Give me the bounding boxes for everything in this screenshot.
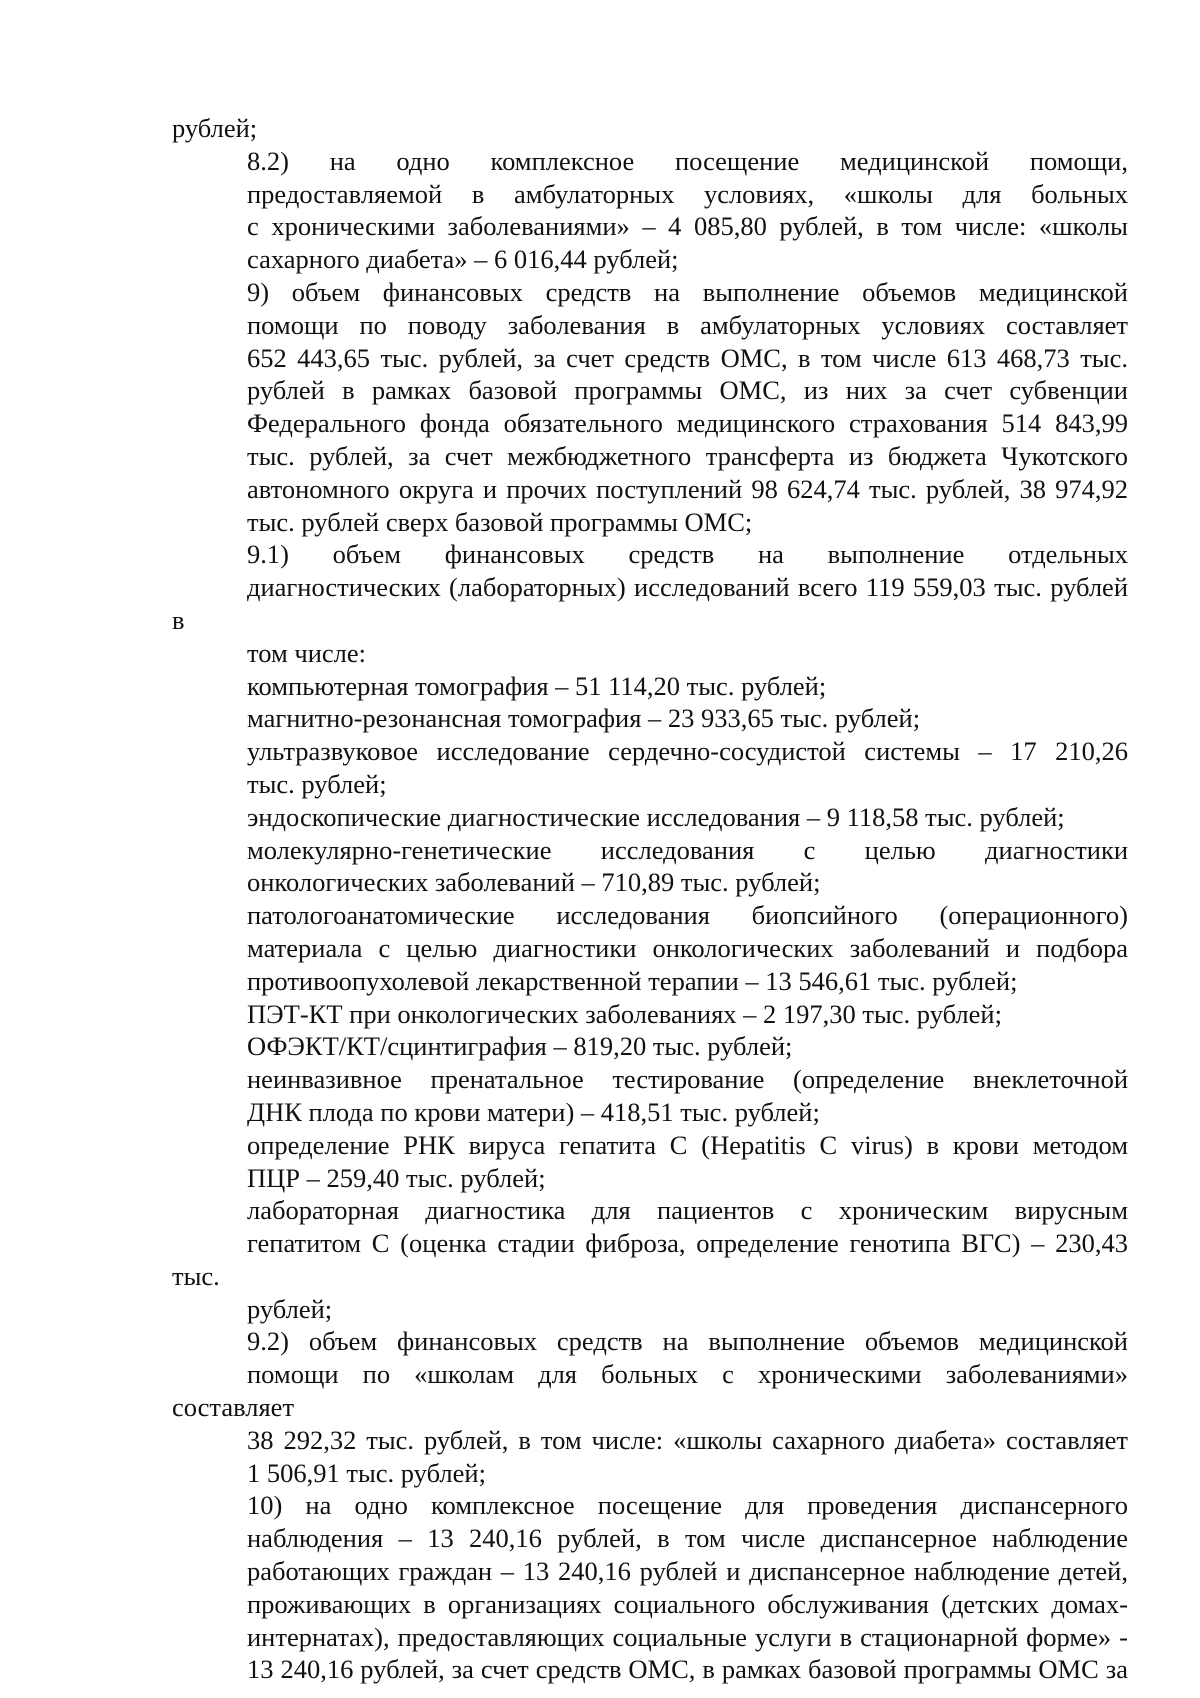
text-line: 8.2) на одно комплексное посещение медицинской помощи, bbox=[247, 145, 1128, 176]
text-line: рублей в рамках базовой программы ОМС, из них за счет субвенции bbox=[247, 375, 1128, 406]
text-line: рублей; bbox=[247, 1293, 333, 1324]
text-line: магнитно-резонансная томография – 23 933,65 тыс. рублей; bbox=[247, 703, 921, 734]
text-line: эндоскопические диагностические исследования – 9 118,58 тыс. рублей; bbox=[247, 801, 1065, 832]
text-line: наблюдения – 13 240,16 рублей, в том числе диспансерное наблюдение bbox=[247, 1523, 1128, 1554]
text-line: ультразвуковое исследование сердечно-сосудистой системы – 17 210,26 bbox=[247, 736, 1128, 767]
text-line: 13 240,16 рублей, за счет средств ОМС, в рамках базовой программы ОМС за bbox=[247, 1654, 1128, 1685]
text-line: лабораторная диагностика для пациентов с хроническим вирусным bbox=[247, 1195, 1128, 1226]
list-item-molecular-genetic bbox=[172, 834, 1128, 900]
list-item-hcv-rna bbox=[172, 1129, 1128, 1195]
text-line: помощи по «школам для больных с хроническими заболеваниями» составляет bbox=[172, 1359, 1128, 1423]
text-line: молекулярно-генетические исследования с целью диагностики bbox=[247, 834, 1128, 865]
paragraph-9 bbox=[172, 276, 1128, 538]
text-line: ПЭТ-КТ при онкологических заболеваниях – 2 197,30 тыс. рублей; bbox=[247, 998, 1002, 1029]
text-line: компьютерная томография – 51 114,20 тыс. рублей; bbox=[247, 670, 827, 701]
text-line: сахарного диабета» – 6 016,44 рублей; bbox=[247, 244, 679, 275]
list-item-ultrasound bbox=[172, 735, 1128, 801]
text-line: материала с целью диагностики онкологических заболеваний и подбора bbox=[247, 932, 1128, 963]
text-line: противоопухолевой лекарственной терапии – 13 546,61 тыс. рублей; bbox=[247, 965, 1018, 996]
list-item-ct bbox=[172, 670, 1128, 703]
text-line: 10) на одно комплексное посещение для проведения диспансерного bbox=[247, 1490, 1128, 1521]
text-line: работающих граждан – 13 240,16 рублей и диспансерное наблюдение детей, bbox=[247, 1556, 1128, 1587]
list-item-mri bbox=[172, 702, 1128, 735]
text-line: автономного округа и прочих поступлений 98 624,74 тыс. рублей, 38 974,92 bbox=[247, 473, 1128, 504]
text-line: тыс. рублей; bbox=[247, 768, 387, 799]
text-line: с хроническими заболеваниями» – 4 085,80 рублей, в том числе: «школы bbox=[247, 211, 1128, 242]
paragraph-8-2 bbox=[172, 145, 1128, 276]
text-line: гепатитом С (оценка стадии фиброза, определение генотипа ВГС) – 230,43 тыс. bbox=[172, 1228, 1128, 1291]
text-line: неинвазивное пренатальное тестирование (определение внеклеточной bbox=[247, 1064, 1128, 1095]
list-item-pet-ct bbox=[172, 998, 1128, 1031]
list-item-pathology bbox=[172, 899, 1128, 997]
text-line: 1 506,91 тыс. рублей; bbox=[247, 1457, 486, 1488]
text-line: 9) объем финансовых средств на выполнение объемов медицинской bbox=[247, 276, 1128, 307]
text-line: помощи по поводу заболевания в амбулаторных условиях составляет bbox=[247, 309, 1128, 340]
text-line: том числе: bbox=[247, 637, 366, 668]
text-line: 9.1) объем финансовых средств на выполнение отдельных bbox=[247, 539, 1128, 570]
text-line: 38 292,32 тыс. рублей, в том числе: «школы сахарного диабета» составляет bbox=[247, 1424, 1128, 1455]
text-line: тыс. рублей, за счет межбюджетного трансферта из бюджета Чукотского bbox=[247, 440, 1128, 471]
text-line: 9.2) объем финансовых средств на выполнение объемов медицинской bbox=[247, 1326, 1128, 1357]
text-line: Федерального фонда обязательного медицинского страхования 514 843,99 bbox=[247, 408, 1128, 439]
list-item-spect bbox=[172, 1030, 1128, 1063]
paragraph-continuation bbox=[172, 112, 1128, 145]
text-line: онкологических заболеваний – 710,89 тыс. рублей; bbox=[247, 867, 821, 898]
text-line: определение РНК вируса гепатита С (Hepatitis С virus) в крови методом bbox=[247, 1129, 1128, 1160]
document-page bbox=[172, 112, 1128, 1686]
text-line: рублей; bbox=[172, 113, 258, 143]
text-line: ДНК плода по крови матери) – 418,51 тыс. рублей; bbox=[247, 1096, 820, 1127]
list-item-endoscopy bbox=[172, 801, 1128, 834]
list-item-hepatitis-lab bbox=[172, 1194, 1128, 1325]
text-line: диагностических (лабораторных) исследований всего 119 559,03 тыс. рублей в bbox=[172, 572, 1128, 635]
text-line: предоставляемой в амбулаторных условиях, «школы для больных bbox=[247, 178, 1128, 209]
text-line: ПЦР – 259,40 тыс. рублей; bbox=[247, 1162, 546, 1193]
paragraph-10 bbox=[172, 1489, 1128, 1686]
text-line: 652 443,65 тыс. рублей, за счет средств ОМС, в том числе 613 468,73 тыс. bbox=[247, 342, 1128, 373]
text-line: ОФЭКТ/КТ/сцинтиграфия – 819,20 тыс. рублей; bbox=[247, 1031, 793, 1062]
paragraph-9-1 bbox=[172, 538, 1128, 669]
list-item-prenatal bbox=[172, 1063, 1128, 1129]
text-line: интернатах), предоставляющих социальные услуги в стационарной форме» - bbox=[247, 1621, 1128, 1652]
paragraph-9-2 bbox=[172, 1325, 1128, 1489]
text-line: тыс. рублей сверх базовой программы ОМС; bbox=[247, 506, 753, 537]
text-line: патологоанатомические исследования биопсийного (операционного) bbox=[247, 900, 1128, 931]
text-line: проживающих в организациях социального обслуживания (детских домах- bbox=[247, 1588, 1128, 1619]
